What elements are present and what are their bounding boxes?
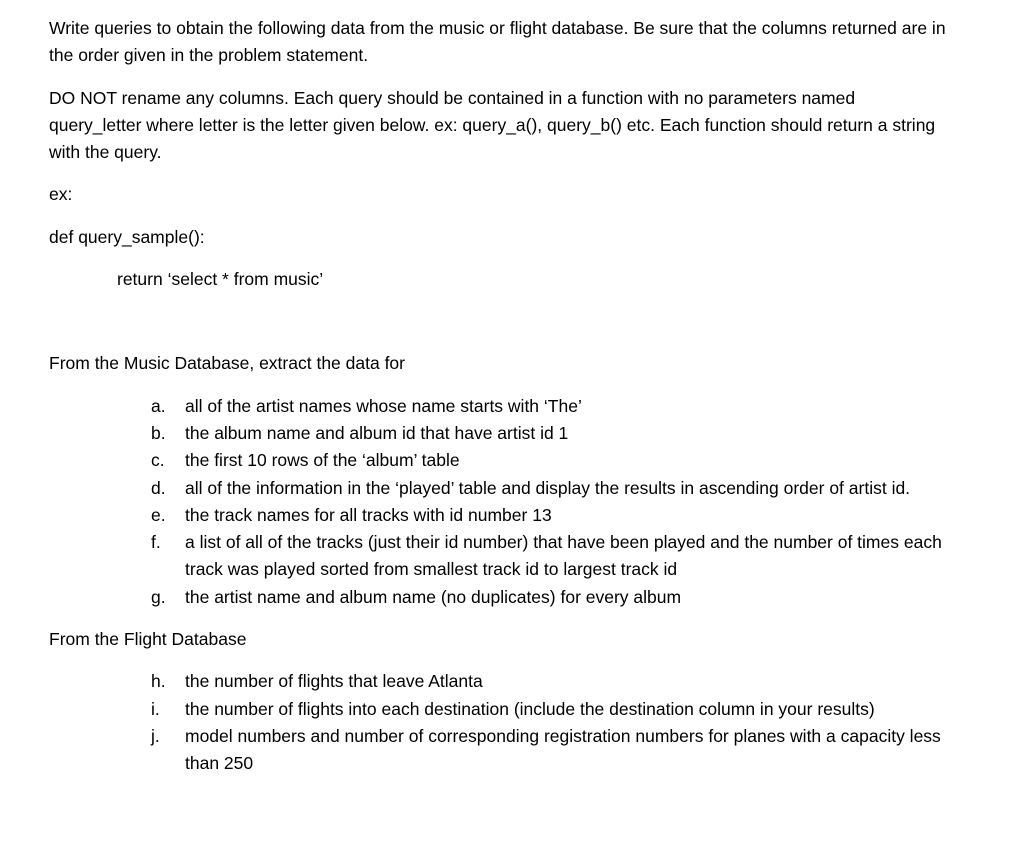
example-def-line: def query_sample(): xyxy=(49,226,205,247)
list-item xyxy=(49,668,949,695)
list-marker: c. xyxy=(151,450,165,471)
list-marker: i. xyxy=(151,698,160,719)
intro-paragraph-2: DO NOT rename any columns. Each query should be contained in a function with no parameters named query_letter where letter is the letter given below. ex: query_a(), query_b() etc. Each function should return a string with the query. xyxy=(49,87,936,163)
list-item-text: the album name and album id that have artist id 1 xyxy=(185,422,569,443)
list-item-text: the number of flights that leave Atlanta xyxy=(185,671,483,692)
list-marker: g. xyxy=(151,586,166,607)
list-item-text: the number of flights into each destination (include the destination column in your results) xyxy=(185,698,875,719)
music-section-heading: From the Music Database, extract the data for xyxy=(49,353,405,374)
list-item-text: all of the artist names whose name starts with ‘The’ xyxy=(185,395,582,416)
list-item xyxy=(49,475,949,502)
list-item-text: the artist name and album name (no duplicates) for every album xyxy=(185,586,682,607)
list-item xyxy=(49,529,949,584)
flight-section-heading: From the Flight Database xyxy=(49,629,247,650)
list-item xyxy=(49,502,949,529)
list-marker: h. xyxy=(151,671,166,692)
list-item-text: the track names for all tracks with id number 13 xyxy=(185,504,552,525)
list-item-text: the first 10 rows of the ‘album’ table xyxy=(185,450,460,471)
list-item-text: a list of all of the tracks (just their id number) that have been played and the number of times each track was played sorted from smallest track id to largest track id xyxy=(185,532,942,580)
music-query-list xyxy=(49,393,949,611)
list-item-text: all of the information in the ‘played’ table and display the results in ascending order of artist id. xyxy=(185,477,911,498)
list-item xyxy=(49,584,949,611)
list-item xyxy=(49,393,949,420)
list-item xyxy=(49,723,949,778)
list-item xyxy=(49,447,949,474)
flight-query-list xyxy=(49,668,949,777)
list-item xyxy=(49,420,949,447)
list-marker: f. xyxy=(151,532,161,553)
list-marker: d. xyxy=(151,477,166,498)
example-label: ex: xyxy=(49,184,73,205)
list-marker: a. xyxy=(151,395,166,416)
document-body xyxy=(49,15,949,778)
list-marker: e. xyxy=(151,504,166,525)
list-marker: j. xyxy=(151,725,160,746)
example-return-line: return ‘select * from music’ xyxy=(117,269,324,290)
list-item xyxy=(49,696,949,723)
list-item-text: model numbers and number of corresponding registration numbers for planes with a capacity less than 250 xyxy=(185,725,941,774)
intro-paragraph-1: Write queries to obtain the following data from the music or flight database. Be sure that the columns returned are in the order given in the problem statement. xyxy=(49,18,946,66)
list-marker: b. xyxy=(151,422,166,443)
